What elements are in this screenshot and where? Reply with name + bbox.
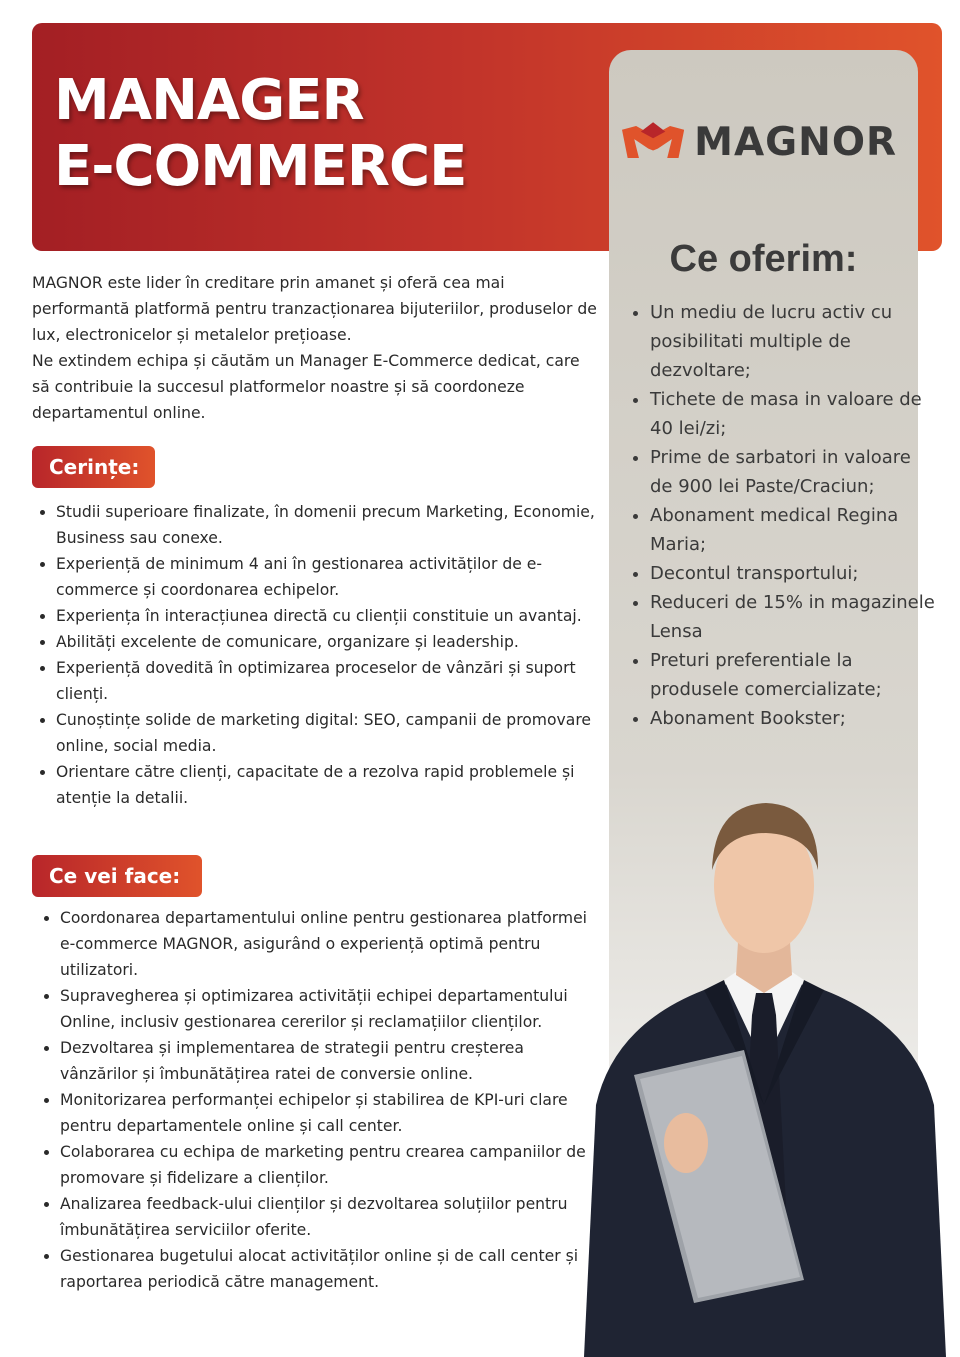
requirements-list (32, 499, 604, 811)
list-item: • Cunoștințe solide de marketing digital: SEO, campanii de promovare online, social media. (56, 707, 604, 759)
tasks-list (36, 905, 590, 1295)
tasks-heading: Ce vei face: (32, 855, 202, 897)
list-item: • Monitorizarea performanței echipelor și stabilirea de KPI-uri clare pentru departamentele online și call center. (60, 1087, 590, 1139)
list-item: • Experiență de minimum 4 ani în gestionarea activităților de e-commerce și coordonarea echipelor. (56, 551, 604, 603)
job-title (54, 68, 466, 200)
list-item: • Supravegherea și optimizarea activității echipei departamentului Online, inclusiv gestionarea cererilor și reclamațiilor clienților. (60, 983, 590, 1035)
man-holding-laptop-photo (574, 775, 954, 1357)
magnor-crown-icon (622, 121, 684, 163)
list-item: • Abilități excelente de comunicare, organizare și leadership. (56, 629, 604, 655)
list-item: • Decontul transportului; (650, 559, 935, 588)
list-item: • Un mediu de lucru activ cu posibilitati multiple de dezvoltare; (650, 298, 935, 385)
list-item: • Analizarea feedback-ului clienților și dezvoltarea soluțiilor pentru îmbunătățirea serviciilor oferite. (60, 1191, 590, 1243)
brand-name: MAGNOR (694, 119, 897, 165)
requirements-heading: Cerințe: (32, 446, 155, 488)
intro-paragraph: Ne extindem echipa și căutăm un Manager E-Commerce dedicat, care să contribuie la succesul platformelor noastre și să coordoneze departamentul online. (32, 352, 580, 422)
list-item: • Gestionarea bugetului alocat activităților online și de call center și raportarea periodică către management. (60, 1243, 590, 1295)
list-item: • Dezvoltarea și implementarea de strategii pentru creșterea vânzărilor și îmbunătățirea ratei de conversie online. (60, 1035, 590, 1087)
list-item: • Abonament Bookster; (650, 704, 935, 733)
offer-heading: Ce oferim: (669, 238, 858, 280)
list-item: • Preturi preferentiale la produsele comercializate; (650, 646, 935, 704)
offer-list (630, 298, 935, 733)
job-title-line1: MANAGER (54, 68, 364, 133)
list-item: • Tichete de masa in valoare de 40 lei/zi; (650, 385, 935, 443)
intro-text (32, 270, 602, 426)
intro-paragraph: MAGNOR este lider în creditare prin amanet și oferă cea mai performantă platformă pentru tranzacționarea bijuteriilor, produselor de lux, electronicelor și metalelor prețioase. (32, 274, 597, 344)
list-item: • Experiența în interacțiunea directă cu clienții constituie un avantaj. (56, 603, 604, 629)
job-title-line2: E-COMMERCE (54, 134, 467, 199)
list-item: • Studii superioare finalizate, în domenii precum Marketing, Economie, Business sau conexe. (56, 499, 604, 551)
brand-logo (622, 115, 897, 169)
list-item: • Orientare către clienți, capacitate de a rezolva rapid problemele și atenție la detalii. (56, 759, 604, 811)
list-item: • Coordonarea departamentului online pentru gestionarea platformei e-commerce MAGNOR, asigurând o experiență optimă pentru utilizatori. (60, 905, 590, 983)
list-item: • Experiență dovedită în optimizarea proceselor de vânzări și suport clienți. (56, 655, 604, 707)
list-item: • Reduceri de 15% in magazinele Lensa (650, 588, 935, 646)
list-item: • Abonament medical Regina Maria; (650, 501, 935, 559)
list-item: • Colaborarea cu echipa de marketing pentru crearea campaniilor de promovare și fidelizare a clienților. (60, 1139, 590, 1191)
list-item: • Prime de sarbatori in valoare de 900 lei Paste/Craciun; (650, 443, 935, 501)
